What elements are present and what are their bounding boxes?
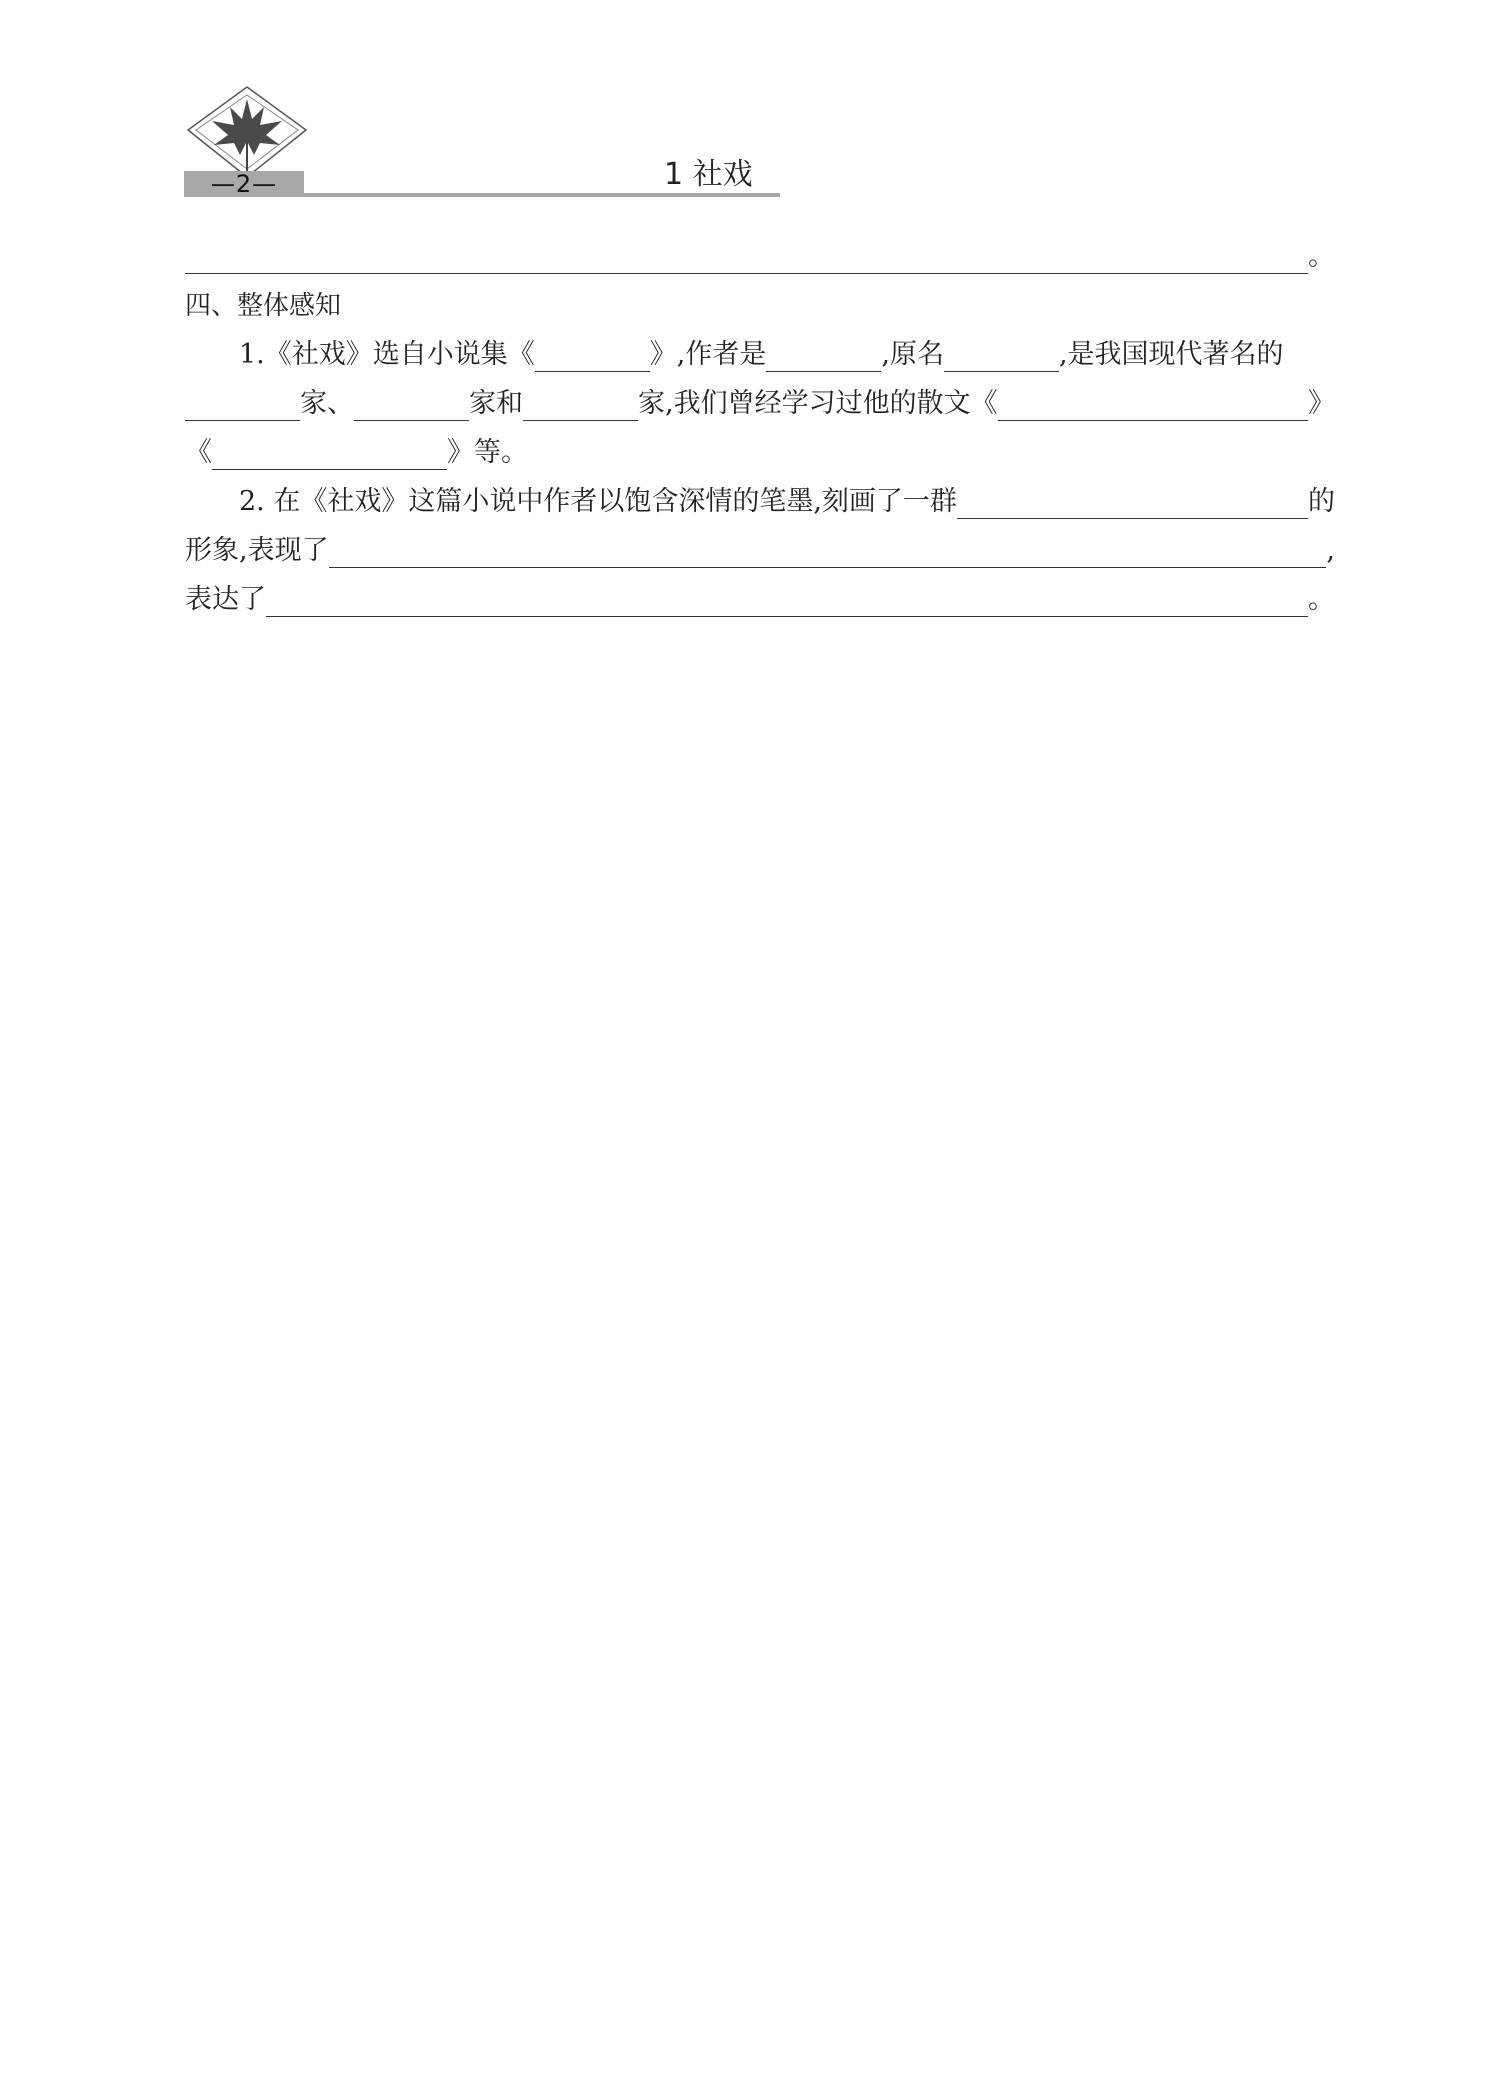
blank-characters[interactable]: [957, 488, 1308, 519]
answer-blank[interactable]: [185, 243, 1308, 274]
section-heading: 四、整体感知: [185, 291, 342, 321]
blank-essay-2[interactable]: [212, 439, 447, 470]
blank-novel-collection[interactable]: [535, 341, 650, 372]
worksheet-content: [185, 240, 1335, 617]
chapter-title: 1 社戏: [664, 157, 753, 192]
blank-profession-3[interactable]: [523, 390, 638, 421]
blank-conveyed[interactable]: [266, 586, 1308, 617]
question-1-line-1: 1.《社戏》选自小说集《 》,作者是 ,原名 ,是我国现代著名的: [239, 339, 1284, 370]
page-number: —2—: [184, 171, 304, 197]
question-1-line-2: 家、 家和 家,我们曾经学习过他的散文《 》: [185, 372, 1335, 421]
page-header: [184, 85, 780, 200]
question-2-line-1: 2. 在《社戏》这篇小说中作者以饱含深情的笔墨,刻画了一群 的: [239, 486, 1335, 517]
blank-profession-2[interactable]: [354, 390, 469, 421]
blank-expressed[interactable]: [329, 537, 1327, 568]
blank-author[interactable]: [766, 341, 881, 372]
question-1-line-3: 《 》等。: [185, 437, 528, 468]
header-rule: [304, 193, 780, 197]
blank-essay-1[interactable]: [998, 390, 1308, 421]
answer-line-continued: 。: [185, 240, 1335, 274]
question-2-line-3: 表达了 。: [185, 584, 1335, 615]
blank-profession-1[interactable]: [185, 390, 300, 421]
section-heading-line: [185, 274, 1335, 323]
question-2-line-2: 形象,表现了 ,: [185, 535, 1335, 566]
blank-original-name[interactable]: [944, 341, 1059, 372]
